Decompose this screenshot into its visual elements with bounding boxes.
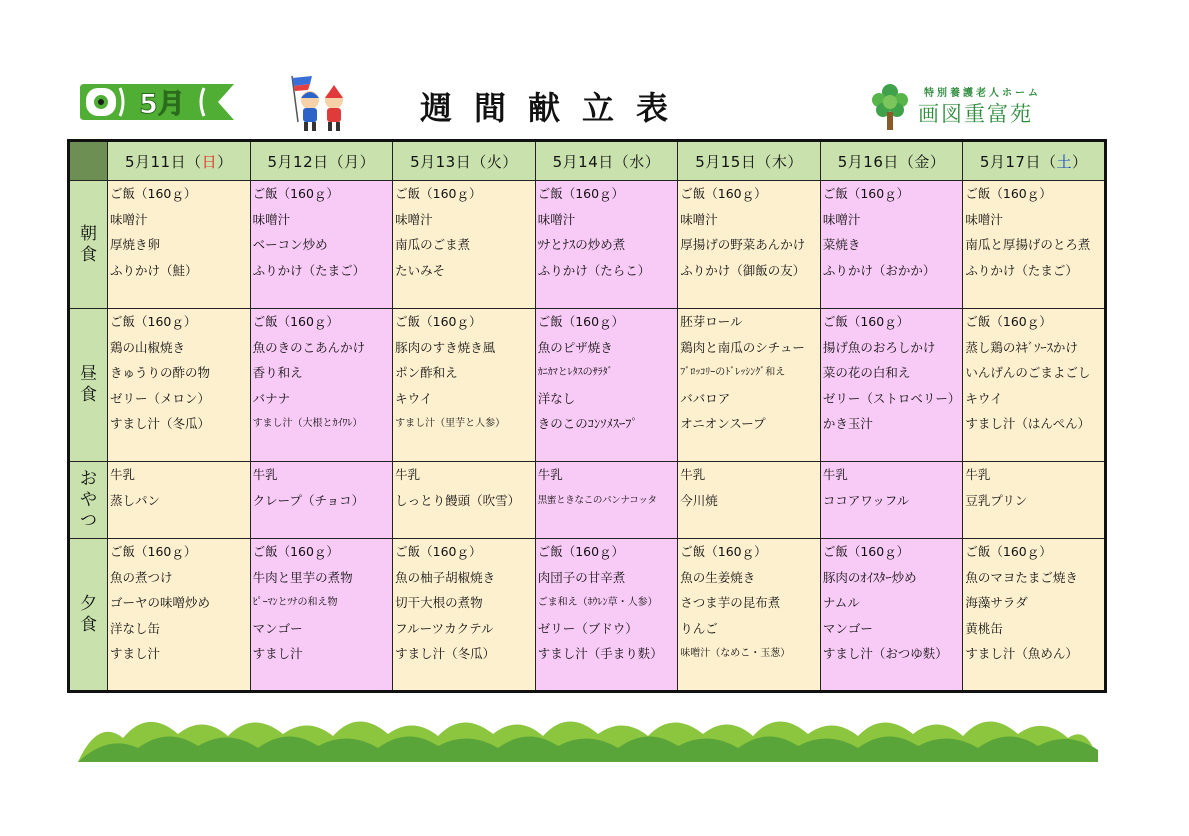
month-badge: 5月 xyxy=(139,89,185,120)
menu-item: 豚肉のｵｲｽﾀｰ炒め xyxy=(822,569,917,585)
menu-item: 蒸しパン xyxy=(110,492,161,508)
menu-item: ご飯（160ｇ） xyxy=(965,314,1052,329)
menu-item: 胚芽ロール xyxy=(680,314,743,329)
menu-cell xyxy=(963,539,1106,692)
date-header-row xyxy=(69,141,1106,181)
menu-cell xyxy=(535,539,678,692)
weekly-menu-table xyxy=(67,139,1107,693)
menu-item: ふりかけ（たまご） xyxy=(252,262,366,278)
menu-item: すまし汁（魚めん） xyxy=(965,646,1078,661)
meal-label-dinner: 夕 食 xyxy=(69,539,108,692)
menu-item: りんご xyxy=(680,620,718,636)
menu-cell xyxy=(108,539,251,692)
menu-item: 海藻サラダ xyxy=(965,595,1028,610)
menu-item: しっとり饅頭（吹雪） xyxy=(395,492,521,508)
menu-item: ご飯（160ｇ） xyxy=(110,314,197,329)
menu-item: 洋なし xyxy=(537,390,576,406)
facility-name: 画図重富苑 xyxy=(918,102,1033,126)
menu-item: さつま芋の昆布煮 xyxy=(680,595,781,610)
koinobori-month-icon xyxy=(80,80,236,124)
menu-item: 肉団子の甘辛煮 xyxy=(537,569,626,585)
menu-cell xyxy=(963,181,1106,309)
menu-cell xyxy=(108,181,251,309)
menu-item: きゅうりの酢の物 xyxy=(110,365,211,380)
menu-item: ゼリー（メロン） xyxy=(110,390,211,406)
menu-item: 牛乳 xyxy=(110,467,136,482)
menu-item: ふりかけ（たらこ） xyxy=(537,262,651,278)
menu-item: 菜焼き xyxy=(822,237,861,252)
day-of-week: 土 xyxy=(1056,152,1072,171)
menu-cell xyxy=(393,181,536,309)
menu-item: 牛乳 xyxy=(680,467,706,482)
menu-item: ご飯（160ｇ） xyxy=(252,544,339,559)
menu-item: 厚揚げの野菜あんかけ xyxy=(680,237,806,252)
menu-item: ご飯（160ｇ） xyxy=(110,186,197,201)
menu-item: 味噌汁 xyxy=(537,211,576,227)
menu-item: ﾌﾞﾛｯｺﾘｰのﾄﾞﾚｯｼﾝｸﾞ和え xyxy=(680,367,786,378)
menu-item: 牛乳 xyxy=(395,467,421,482)
menu-cell xyxy=(250,181,393,309)
menu-item: 豆乳プリン xyxy=(965,492,1028,508)
menu-item: 魚のきのこあんかけ xyxy=(252,339,366,355)
day-header-sat: 5月17日（土） xyxy=(963,141,1106,181)
menu-cell xyxy=(963,462,1106,539)
menu-item: ご飯（160ｇ） xyxy=(252,314,339,329)
menu-item: 揚げ魚のおろしかけ xyxy=(822,339,936,355)
day-of-week: 火 xyxy=(486,152,503,171)
children-celebration-icon xyxy=(280,74,360,134)
facility-type: 特別養護老人ホーム xyxy=(924,88,1041,99)
menu-item: ご飯（160ｇ） xyxy=(110,544,197,559)
green-hills-decoration xyxy=(78,708,1098,762)
menu-item: ふりかけ（おかか） xyxy=(822,262,936,278)
day-header-sun: 5月11日（日） xyxy=(108,141,251,181)
menu-item: 菜の花の白和え xyxy=(822,365,911,380)
menu-item: 味噌汁 xyxy=(252,211,291,227)
day-header-fri: 5月16日（金） xyxy=(820,141,963,181)
menu-item: 今川焼 xyxy=(680,492,718,508)
menu-item: すまし汁（冬瓜） xyxy=(110,416,211,431)
menu-item: ご飯（160ｇ） xyxy=(965,186,1052,201)
menu-item: ナムル xyxy=(822,595,860,610)
meal-row-breakfast xyxy=(69,181,1106,309)
menu-item: 魚の柚子胡椒焼き xyxy=(395,569,496,585)
menu-item: 黄桃缶 xyxy=(965,620,1003,636)
menu-item: ベーコン炒め xyxy=(252,237,328,252)
menu-item: すまし汁（手まり麩） xyxy=(537,646,663,661)
menu-cell xyxy=(820,309,963,462)
menu-item: 味噌汁 xyxy=(822,211,861,227)
menu-item: 鶏の山椒焼き xyxy=(110,339,186,355)
menu-cell xyxy=(963,309,1106,462)
menu-item: 鶏肉と南瓜のシチュー xyxy=(680,339,805,355)
menu-item: ご飯（160ｇ） xyxy=(395,186,482,201)
menu-item: すまし汁 xyxy=(252,646,303,661)
menu-item: 牛乳 xyxy=(965,467,991,482)
menu-item: ｶﾆｶﾏとﾚﾀｽのｻﾗﾀﾞ xyxy=(537,367,613,378)
day-of-week: 月 xyxy=(344,152,360,171)
menu-item: すまし汁 xyxy=(110,646,161,661)
menu-cell xyxy=(108,462,251,539)
menu-cell xyxy=(678,309,821,462)
menu-cell xyxy=(535,181,678,309)
menu-cell xyxy=(678,181,821,309)
menu-item: すまし汁（大根とｶｲﾜﾚ） xyxy=(252,418,363,429)
menu-item: ご飯（160ｇ） xyxy=(395,544,482,559)
page-title: 週間献立表 xyxy=(420,89,691,127)
menu-item: 味噌汁 xyxy=(965,211,1003,227)
menu-item: 味噌汁 xyxy=(110,211,148,227)
menu-item: クレープ（チョコ） xyxy=(252,492,365,508)
menu-item: 豚肉のすき焼き風 xyxy=(395,339,496,355)
facility-logo xyxy=(868,80,1098,132)
menu-cell xyxy=(535,309,678,462)
menu-cell xyxy=(678,462,821,539)
menu-cell xyxy=(820,539,963,692)
menu-item: ポン酢和え xyxy=(395,365,458,380)
menu-item: 南瓜のごま煮 xyxy=(395,237,471,252)
menu-item: ゼリー（ブドウ） xyxy=(537,620,638,636)
menu-cell xyxy=(393,539,536,692)
menu-item: 洋なし缶 xyxy=(110,620,161,636)
menu-cell xyxy=(820,462,963,539)
meal-label-lunch: 昼 食 xyxy=(69,309,108,462)
menu-item: 厚焼き卵 xyxy=(110,237,161,252)
menu-item: 魚のマヨたまご焼き xyxy=(965,569,1078,585)
menu-item: 牛乳 xyxy=(537,467,563,482)
menu-item: たいみそ xyxy=(395,262,446,278)
menu-item: 牛乳 xyxy=(252,467,278,482)
day-header-thu: 5月15日（木） xyxy=(678,141,821,181)
menu-item: マンゴー xyxy=(822,620,873,636)
menu-item: キウイ xyxy=(395,390,433,406)
day-header-tue: 5月13日（火） xyxy=(393,141,536,181)
tree-icon xyxy=(868,80,912,132)
day-of-week: 水 xyxy=(629,152,645,171)
menu-item: 蒸し鶏のﾈｷﾞｿｰｽかけ xyxy=(965,339,1078,355)
day-header-mon: 5月12日（月） xyxy=(250,141,393,181)
menu-item: 味噌汁 xyxy=(680,211,718,227)
meal-row-lunch xyxy=(69,309,1106,462)
menu-item: ﾂﾅとﾅｽの炒め煮 xyxy=(537,237,626,252)
menu-cell xyxy=(108,309,251,462)
menu-cell xyxy=(250,462,393,539)
menu-item: すまし汁（はんぺん） xyxy=(965,416,1091,431)
menu-cell xyxy=(535,462,678,539)
menu-cell xyxy=(250,539,393,692)
menu-item: ゴーヤの味噌炒め xyxy=(110,595,211,610)
menu-item: 黒蜜ときなこのパンナコッタ xyxy=(537,494,657,506)
menu-item: ご飯（160ｇ） xyxy=(822,314,910,329)
menu-item: 味噌汁（なめこ・玉葱） xyxy=(680,648,791,659)
menu-cell xyxy=(393,309,536,462)
menu-cell xyxy=(250,309,393,462)
menu-item: すまし汁（おつゆ麩） xyxy=(822,646,948,661)
menu-item: ふりかけ（御飯の友） xyxy=(680,262,806,278)
menu-item: 香り和え xyxy=(252,365,303,380)
menu-item: 魚のピザ焼き xyxy=(537,339,613,355)
menu-item: 味噌汁 xyxy=(395,211,433,227)
menu-cell xyxy=(678,539,821,692)
menu-item: オニオンスープ xyxy=(680,416,766,431)
menu-item: かき玉汁 xyxy=(822,416,873,431)
menu-item: ご飯（160ｇ） xyxy=(252,186,339,201)
meal-label-breakfast: 朝 食 xyxy=(69,181,108,309)
menu-item: キウイ xyxy=(965,390,1003,406)
menu-item: バナナ xyxy=(252,390,291,406)
day-header-wed: 5月14日（水） xyxy=(535,141,678,181)
day-of-week: 木 xyxy=(771,152,788,171)
menu-item: フルーツカクテル xyxy=(395,620,494,636)
menu-item: ゼリー（ストロベリー） xyxy=(822,390,961,406)
menu-item: ふりかけ（たまご） xyxy=(965,262,1078,278)
menu-item: きのこのｺﾝｿﾒｽｰﾌﾟ xyxy=(537,416,638,431)
menu-item: ご飯（160ｇ） xyxy=(680,544,767,559)
menu-item: ふりかけ（鮭） xyxy=(110,262,198,278)
menu-item: 切干大根の煮物 xyxy=(395,595,483,610)
menu-item: いんげんのごまよごし xyxy=(965,365,1091,380)
meal-row-dinner xyxy=(69,539,1106,692)
menu-cell xyxy=(820,181,963,309)
menu-item: ごま和え（ﾎｳﾚﾝ草・人参） xyxy=(537,597,658,608)
corner-cell xyxy=(69,141,108,181)
menu-item: 牛乳 xyxy=(822,467,848,482)
menu-item: 魚の煮つけ xyxy=(110,569,173,585)
day-of-week: 金 xyxy=(914,152,930,171)
menu-item: マンゴー xyxy=(252,620,303,636)
menu-item: ご飯（160ｇ） xyxy=(822,186,910,201)
menu-item: ご飯（160ｇ） xyxy=(680,186,767,201)
menu-item: ご飯（160ｇ） xyxy=(965,544,1052,559)
menu-item: ご飯（160ｇ） xyxy=(822,544,910,559)
menu-item: すまし汁（里芋と人参） xyxy=(395,418,506,429)
menu-item: 魚の生姜焼き xyxy=(680,569,756,585)
menu-item: ご飯（160ｇ） xyxy=(537,544,625,559)
menu-item: ご飯（160ｇ） xyxy=(395,314,482,329)
menu-item: すまし汁（冬瓜） xyxy=(395,646,496,661)
meal-row-snack xyxy=(69,462,1106,539)
menu-item: ココアワッフル xyxy=(822,492,910,508)
menu-item: ご飯（160ｇ） xyxy=(537,314,625,329)
menu-item: ﾋﾟｰﾏﾝとﾂﾅの和え物 xyxy=(252,597,338,608)
menu-item: ご飯（160ｇ） xyxy=(537,186,625,201)
menu-item: ババロア xyxy=(680,390,731,406)
menu-item: 牛肉と里芋の煮物 xyxy=(252,569,353,585)
menu-cell xyxy=(393,462,536,539)
day-of-week: 日 xyxy=(201,152,218,171)
menu-item: 南瓜と厚揚げのとろ煮 xyxy=(965,237,1091,252)
meal-label-snack: お や つ xyxy=(69,462,108,539)
